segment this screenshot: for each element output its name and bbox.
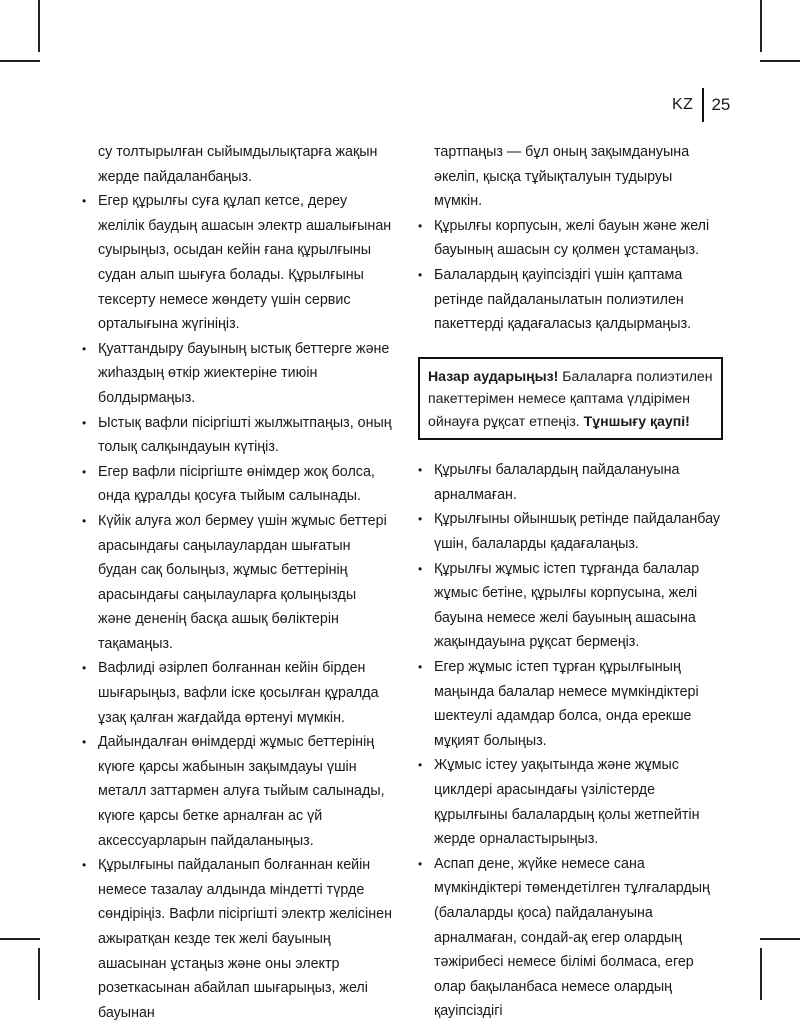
crop-mark-bottom-right-h (760, 938, 800, 940)
list-item: • Аспап дене, жүйке немесе сана мүмкіндіктері төмендетілген тұлғалардың (балаларды қоса) пайдалануына арналмаған, сондай-ақ егер олардың тәжірибесі немесе білімі болмаса, егер олар бақыланбаса немесе олардың қауіпсіздігі (418, 852, 723, 1024)
list-item: • Құрылғы корпусын, желі бауын және желі бауының ашасын су қолмен ұстамаңыз. (418, 214, 723, 263)
notice-text: Балаларға полиэтилен пакеттерімен немесе қаптама үлдірімен ойнауға рұқсат етпеңіз. (428, 367, 713, 429)
list-item: • Күйік алуға жол бермеу үшін жұмыс беттері арасындағы саңылаулардан шығатын будан сақ болыңыз, жұмыс беттерінің арасындағы саңылауларға қолыңызды және дененің басқа ашық бөліктерін тақамаңыз. (82, 509, 392, 657)
crop-mark-top-left (38, 0, 40, 52)
right-bottom-bullet-list (418, 458, 723, 1024)
page-header (672, 88, 730, 122)
list-item: • Құрылғы жұмыс істеп тұрғанда балалар жұмыс бетіне, құрылғы корпусына, желі бауына немесе желі бауының ашасына жақындауына рұқсат бермеңіз. (418, 557, 723, 655)
list-item: • Вафлиді әзірлеп болғаннан кейін бірден шығарыңыз, вафли іске қосылған құралда ұзақ қалған жағдайда өртенуі мүмкін. (82, 656, 392, 730)
list-item: • Құрылғы балалардың пайдалануына арналмаған. (418, 458, 723, 507)
notice-lead: Назар аударыңыз! (428, 367, 559, 384)
crop-mark-bottom-left (38, 948, 40, 1000)
language-code: KZ (672, 96, 694, 113)
crop-mark-top-right (760, 0, 762, 52)
warning-notice-box (418, 357, 723, 441)
list-item: • Егер құрылғы суға құлап кетсе, дереу желілік баудың ашасын электр ашалығынан суырыңыз, осыдан кейін ғана құрылғыны судан алып шығуға болады. Құрылғыны тексерту немесе жөндету үшін сервис орталығына жүгініңіз. (82, 189, 392, 337)
right-top-bullet-list (418, 214, 723, 337)
crop-mark-top-left-h (0, 60, 40, 62)
crop-mark-top-right-h (760, 60, 800, 62)
list-item: • Жұмыс істеу уақытында және жұмыс циклдері арасындағы үзілістерде құрылғыны балалардың қолы жетпейтін жерде орналастырыңыз. (418, 753, 723, 851)
left-column (82, 140, 392, 1025)
notice-tail: Тұншығу қаупі! (583, 412, 690, 429)
left-continuation-text: су толтырылған сыйымдылықтарға жақын жерде пайдаланбаңыз. (98, 144, 378, 185)
list-item: • Егер вафли пісіргіште өнімдер жоқ болса, онда құралды қосуға тыйым салынады. (82, 460, 392, 509)
right-continuation-text: тартпаңыз — бұл оның зақымдануына әкеліп, қысқа тұйықталуын тудыруы мүмкін. (434, 144, 690, 210)
list-item: • Егер жұмыс істеп тұрған құрылғының маңында балалар немесе мүмкіндіктері шектеулі адамдар болса, онда ерекше мұқият болыңыз. (418, 655, 723, 753)
crop-mark-bottom-right (760, 948, 762, 1000)
page-number: 25 (711, 95, 731, 114)
right-column (418, 140, 723, 1024)
list-item: • Құрылғыны пайдаланып болғаннан кейін немесе тазалау алдында міндетті түрде сөндіріңіз. Вафли пісіргішті электр желісінен ажыратқан кезде тек желі бауының ашасынан ұстаңыз және оны электр розеткасынан абайлап шығарыңыз, желі бауынан (82, 853, 392, 1025)
crop-mark-bottom-left-h (0, 938, 40, 940)
left-bullet-list (82, 189, 392, 1025)
list-item: • Қуаттандыру бауының ыстық беттерге және жиһаздың өткір жиектеріне тиюін болдырмаңыз. (82, 337, 392, 411)
list-item: • Дайындалған өнімдерді жұмыс беттерінің күюге қарсы жабынын зақымдауы үшін металл заттармен алуға тыйым салынады, күюге қарсы бетке арналған ас үй аксессуарларын пайдаланыңыз. (82, 730, 392, 853)
list-item: • Құрылғыны ойыншық ретінде пайдаланбау үшін, балаларды қадағалаңыз. (418, 507, 723, 556)
list-item: • Ыстық вафли пісіргішті жылжытпаңыз, оның толық салқындауын күтіңіз. (82, 411, 392, 460)
header-divider (702, 88, 704, 122)
list-item: • Балалардың қауіпсіздігі үшін қаптама ретінде пайдаланылатын полиэтилен пакеттерді қадағаласыз қалдырмаңыз. (418, 263, 723, 337)
